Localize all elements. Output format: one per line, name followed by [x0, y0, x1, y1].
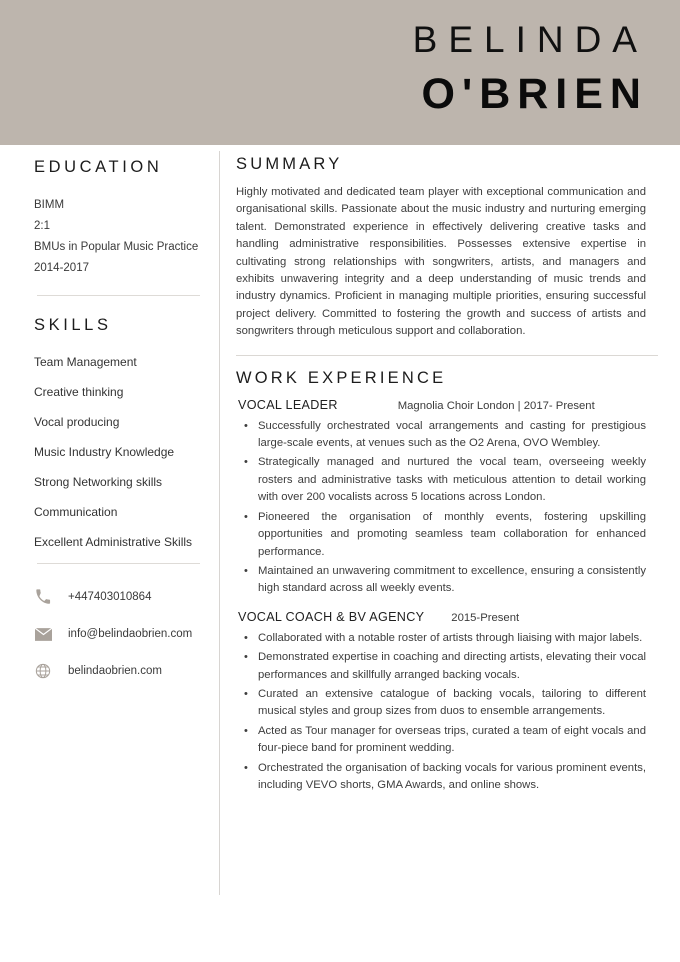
first-name: BELINDA: [412, 19, 648, 60]
job-meta: Magnolia Choir London | 2017- Present: [397, 399, 595, 412]
job-meta: 2015-Present: [451, 611, 520, 624]
summary-text: Highly motivated and dedicated team player with exceptional communication and organisational skills. Passionate about the music industry and nurturing emerging talent. Demonstrated experience in effectively delivering creative tasks and handling administrative responsibilities. Possesses extensive expertise in cultivating strong relationships with songwriters, artists, and managers and exhibits unwavering integrity and a deep understanding of music trends and industry dynamics. Proficient in managing multiple priorities, ensuring successful project delivery. Committed to fostering the growth and success of artists and songwriters through meticulous support and collaboration.: [236, 186, 646, 338]
work-experience-heading: WORK EXPERIENCE: [236, 368, 447, 387]
list-item: Communication: [34, 505, 118, 519]
resume-header: [0, 0, 680, 145]
phone-icon: [34, 588, 52, 606]
list-item: • Demonstrated expertise in coaching and directing artists, elevating their vocal performances and skillfully arranged backing vocals.: [236, 649, 646, 684]
list-item: • Strategically managed and nurtured the vocal team, overseeing weekly rosters and administrative tasks with meticulous attention to detail working with over 200 vocalists across 5 locations across London.: [236, 454, 646, 506]
list-item: • Successfully orchestrated vocal arrangements and casting for prestigious large-scale events, at venues such as the O2 Arena, OVO Wembley.: [236, 418, 646, 453]
job-bullets: [236, 630, 664, 795]
list-item: Excellent Administrative Skills: [34, 535, 193, 549]
list-item: • Curated an extensive catalogue of backing vocals, tailoring to different musical styles and group sizes from duos to ensemble arrangements.: [236, 686, 646, 721]
education-entry: [34, 195, 201, 279]
last-name: O'BRIEN: [421, 70, 648, 118]
job-header: [238, 398, 664, 412]
list-item: Music Industry Knowledge: [34, 445, 175, 459]
job-bullets: [236, 418, 664, 598]
education-dates: 2014-2017: [34, 262, 89, 274]
list-item: • Orchestrated the organisation of backing vocals for various prominent events, including VEVO shorts, GMA Awards, and online shows.: [236, 760, 646, 795]
list-item: Creative thinking: [34, 385, 124, 399]
contact-website[interactable]: [34, 662, 201, 680]
education-grade: 2:1: [34, 220, 50, 232]
list-item: • Pioneered the organisation of monthly events, fostering upskilling opportunities and promoting seamless team collaboration for enhanced performance.: [236, 509, 646, 561]
main-content: [236, 145, 664, 962]
skills-heading: SKILLS: [34, 316, 112, 334]
website-url: belindaobrien.com: [68, 665, 162, 677]
job-title: VOCAL COACH & BV AGENCY: [238, 609, 425, 624]
main-divider: [236, 355, 658, 356]
sidebar-divider-1: [37, 295, 200, 296]
list-item: Strong Networking skills: [34, 475, 163, 489]
education-heading: EDUCATION: [34, 158, 163, 176]
sidebar-divider-2: [37, 563, 200, 564]
contact-list: [34, 588, 201, 680]
education-institution: BIMM: [34, 199, 65, 211]
list-item: Vocal producing: [34, 415, 120, 429]
education-degree: BMUs in Popular Music Practice: [34, 241, 199, 253]
sidebar: [0, 145, 219, 962]
job-title: VOCAL LEADER: [238, 397, 338, 412]
column-divider: [219, 151, 220, 895]
list-item: Team Management: [34, 355, 137, 369]
envelope-icon: [34, 625, 52, 643]
email-address: info@belindaobrien.com: [68, 628, 193, 640]
globe-icon: [34, 662, 52, 680]
contact-email[interactable]: [34, 625, 201, 643]
resume-body: [0, 145, 680, 962]
summary-heading: SUMMARY: [236, 155, 343, 173]
list-item: • Acted as Tour manager for overseas trips, curated a team of eight vocals and four-piece band for prominent wedding.: [236, 723, 646, 758]
phone-number: +447403010864: [68, 591, 152, 603]
skills-list: [34, 353, 201, 551]
contact-phone[interactable]: [34, 588, 201, 606]
job-entry: [236, 610, 664, 795]
job-header: [238, 610, 664, 624]
job-entry: [236, 398, 664, 598]
list-item: • Maintained an unwavering commitment to excellence, ensuring a consistently high standard across all weekly events.: [236, 563, 646, 598]
list-item: • Collaborated with a notable roster of artists through liaising with major labels.: [236, 630, 646, 647]
